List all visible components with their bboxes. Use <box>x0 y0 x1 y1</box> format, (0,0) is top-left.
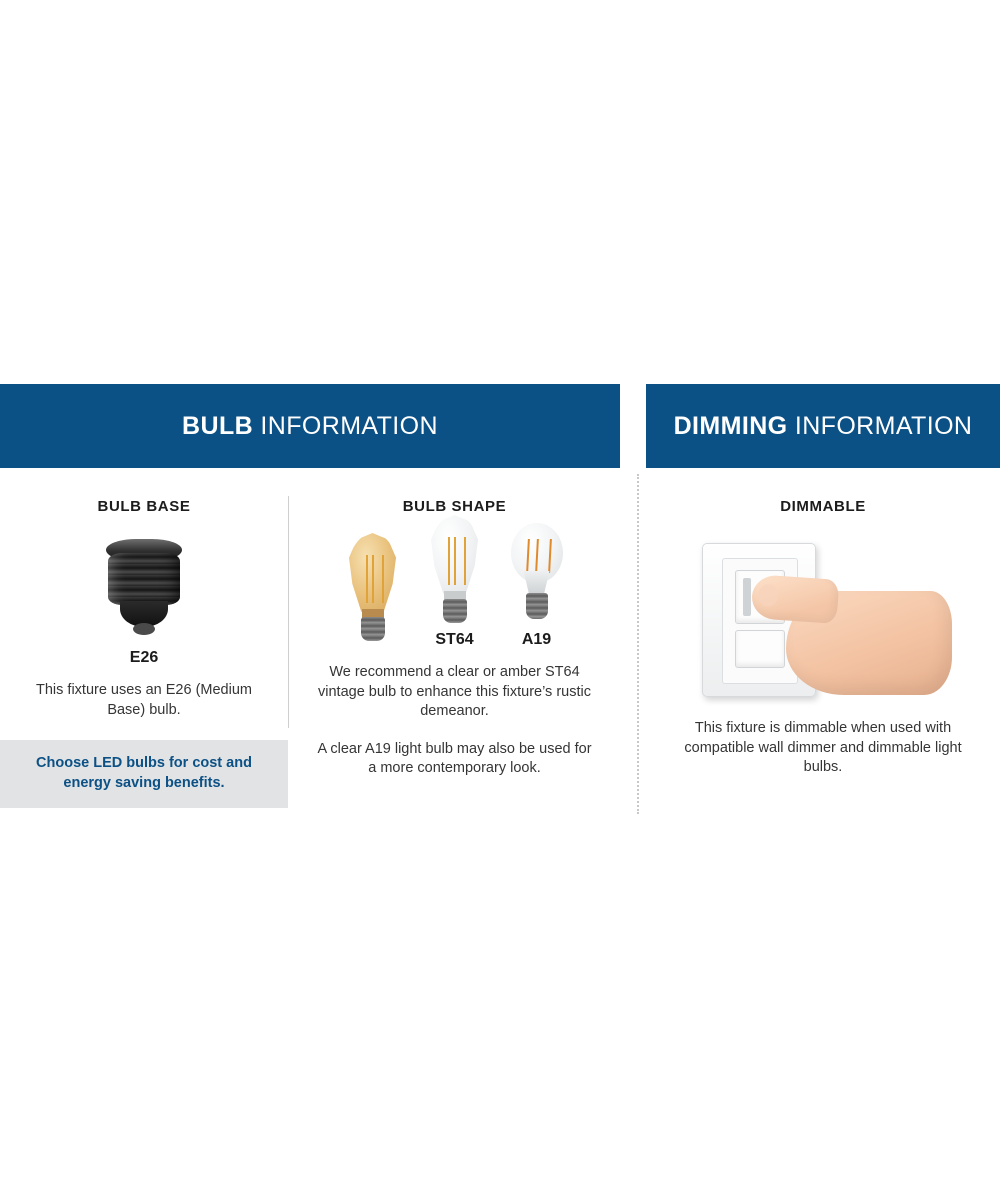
led-recommendation-note: Choose LED bulbs for cost and energy saving benefits. <box>0 740 288 808</box>
bulb-base-label: E26 <box>129 649 159 666</box>
dimmable-description: This fixture is dimmable when used with compatible wall dimmer and dimmable light bulbs. <box>684 720 962 776</box>
bulb-base-title: BULB BASE <box>97 498 191 515</box>
e26-socket-icon <box>0 531 288 643</box>
bulb-base-description: This fixture uses an E26 (Medium Base) bulb. <box>36 682 252 718</box>
bulb-shape-name-st64: ST64 <box>435 631 474 648</box>
bulb-shape-item-amber <box>345 529 401 649</box>
amber-st64-bulb-icon <box>345 529 401 641</box>
dimming-information-panel <box>646 384 1000 778</box>
panel-separator <box>637 474 639 814</box>
hand-pressing-switch <box>752 577 952 705</box>
bulb-header-rest: INFORMATION <box>253 411 438 440</box>
bulb-information-header-text <box>182 412 438 441</box>
bulb-shape-column <box>289 468 620 779</box>
bulb-shape-title: BULB SHAPE <box>402 498 507 515</box>
bulb-shape-name-a19: A19 <box>521 631 552 648</box>
bulb-header-bold: BULB <box>182 411 254 440</box>
dimming-header-rest: INFORMATION <box>787 411 973 440</box>
wall-dimmer-switch-with-hand-icon <box>646 527 1000 707</box>
bulb-shape-item-a19 <box>509 511 565 649</box>
dimmable-title: DIMMABLE <box>780 498 866 515</box>
bulb-and-dimming-info-sheet <box>0 384 1000 820</box>
bulb-base-column <box>0 468 288 808</box>
dimming-header-bold: DIMMING <box>673 411 788 440</box>
bulb-information-header <box>0 384 620 468</box>
clear-a19-bulb-icon <box>509 511 565 623</box>
bulb-shape-description-primary: We recommend a clear or amber ST64 vintage bulb to enhance this fixture’s rustic demeanor. <box>318 664 591 720</box>
dimming-information-header <box>646 384 1000 468</box>
bulb-shape-row <box>289 527 620 649</box>
dimming-information-header-text <box>674 412 973 441</box>
clear-st64-bulb-icon <box>427 511 483 623</box>
dimming-information-body <box>646 498 1000 778</box>
bulb-information-body <box>0 468 620 808</box>
bulb-shape-description-secondary: A clear A19 light bulb may also be used for a more contemporary look. <box>317 740 592 777</box>
bulb-shape-item-st64 <box>427 511 483 649</box>
bulb-information-panel <box>0 384 620 808</box>
